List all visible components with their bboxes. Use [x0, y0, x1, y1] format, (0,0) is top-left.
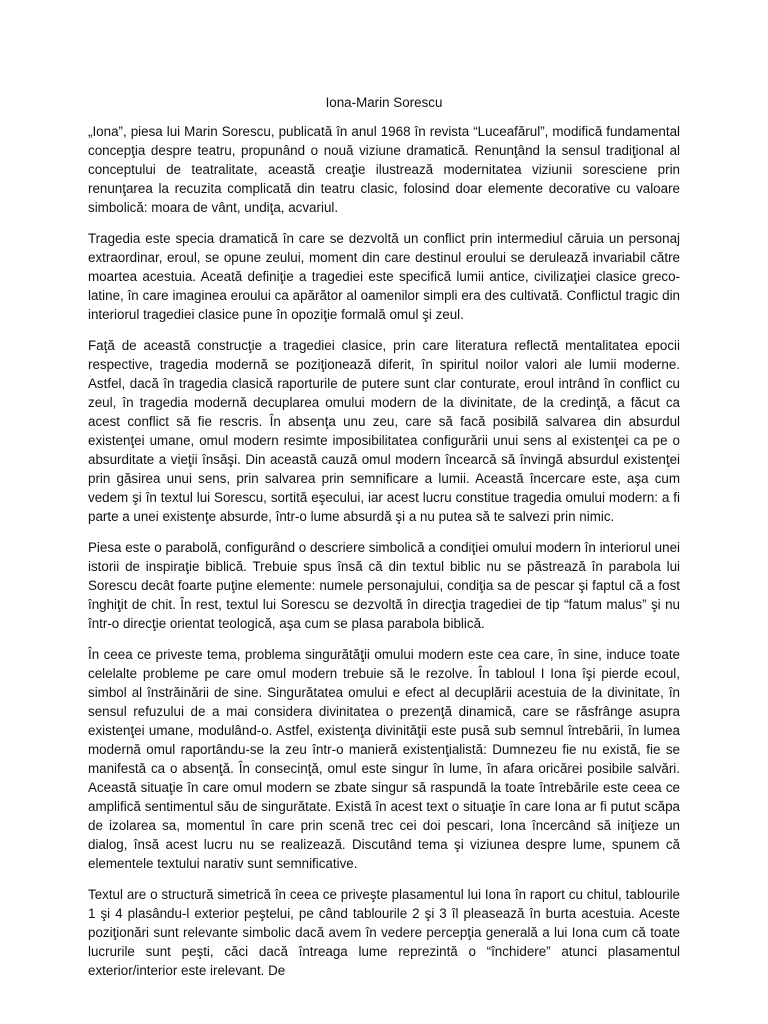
paragraph-modern-tragedy: Faţă de această construcţie a tragediei clasice, prin care literatura reflectă mentalitatea epocii respective, tragedia modernă se poziţionează diferit, în spiritul noilor valori ale lumii moderne. Astfel, dacă în tragedia clasică raporturile de putere sunt clar conturate, eroul intrând în conflict cu zeul, în tragedia modernă decuplarea omului modern de la divinitate, de la credinţă, a făcut ca acest conflict să fie rescris. În absenţa unu zeu, care să facă posibilă salvarea din absurdul existenţei umane, omul modern resimte imposibilitatea configurării unui sens al existenţei ca pe o absurditate a vieţii însăşi. Din această cauză omul modern încearcă să învingă absurdul existenţei prin găsirea unui sens, prin salvarea prin semnificare a lumii. Această încercare este, aşa cum vedem şi în textul lui Sorescu, sortită eşecului, iar acest lucru constitue tragedia omului modern: a fi parte a unei existenţe absurde, într-o lume absurdă şi a nu putea să te salvezi prin nimic. — [88, 338, 680, 524]
paragraph-theme: În ceea ce priveste tema, problema singurătăţii omului modern este cea care, în sine, induce toate celelalte probleme pe care omul modern trebuie să le rezolve. În tabloul I Iona îşi pierde ecoul, simbol al înstrăinării de sine. Singurătatea omului e efect al decuplării acestuia de la divinitate, în sensul refuzului de a mai considera divinitatea o prezenţă dinamică, care se răsfrânge asupra existenţei umane, modulând-o. Astfel, existenţa divinităţii este pusă sub semnul întrebării, în lumea modernă omul raportându-se la zeu într-o manieră existenţialistă: Dumnezeu fie nu există, fie se manifestă ca o absenţă. În consecinţă, omul este singur în lume, în afara oricărei posibile salvări. Această situaţie în care omul modern se zbate singur să raspundă la toate întrebările este ceea ce amplifică sentimentul său de singurătate. Există în acest text o situaţie în care Iona ar fi putut scăpa de izolarea sa, momentul în care prin scenă trec cei doi pescari, Iona încercând să iniţieze un dialog, însă acest lucru nu se realizează. Discutând tema şi viziunea despre lume, spunem că elementele textului narativ sunt semnificative. — [88, 647, 680, 871]
document-page — [88, 93, 680, 992]
document-title: Iona-Marin Sorescu — [325, 95, 443, 110]
paragraph-structure: Textul are o structură simetrică în ceea ce priveşte plasamentul lui Iona în raport cu chitul, tablourile 1 şi 4 plasându-l exterior peştelui, pe când tablourile 2 şi 3 îl pleasează în burta acestuia. Aceste poziţionări sunt relevante simbolic dacă avem în vedere percepţia generală a lui Iona cum că toate lucrurile sunt peşti, căci dacă întreaga lume reprezintă o “închidere” atunci plasamentul exterior/interior este irelevant. De — [88, 887, 680, 978]
paragraph-parable: Piesa este o parabolă, configurând o descriere simbolică a condiţiei omului modern în interiorul unei istorii de inspiraţie biblică. Trebuie spus însă că din textul biblic nu se păstrează în parabola lui Sorescu decât foarte puţine elemente: numele personajului, condiţia sa de pescar şi faptul că a fost înghiţit de chit. În rest, textul lui Sorescu se dezvoltă în direcţia tragediei de tip “fatum malus” şi nu într-o direcţie orientat teologică, aşa cum se plasa parabola biblică. — [88, 540, 680, 631]
paragraph-tragedy-definition: Tragedia este specia dramatică în care se dezvoltă un conflict prin intermediul căruia un personaj extraordinar, eroul, se opune zeului, moment din care destinul eroului se derulează invariabil către moartea acestuia. Aceată definiţie a tragediei este specifică lumii antice, civilizaţiei clasice greco-latine, în care imaginea eroului ca apărător al oamenilor simpli era des cultivată. Conflictul tragic din interiorul tragediei clasice pune în opoziţie formală omul şi zeul. — [88, 231, 680, 322]
paragraph-intro: „Iona”, piesa lui Marin Sorescu, publicată în anul 1968 în revista “Luceafărul”, modifică fundamental concepţia despre teatru, propunând o nouă viziune dramatică. Renunţând la sensul tradiţional al conceptului de teatralitate, această creaţie ilustrează modernitatea viziunii soresciene prin renunţarea la recuzita complicată din teatru clasic, folosind doar elemente decorative cu valoare simbolică: moara de vânt, undiţa, acvariul. — [88, 124, 680, 215]
